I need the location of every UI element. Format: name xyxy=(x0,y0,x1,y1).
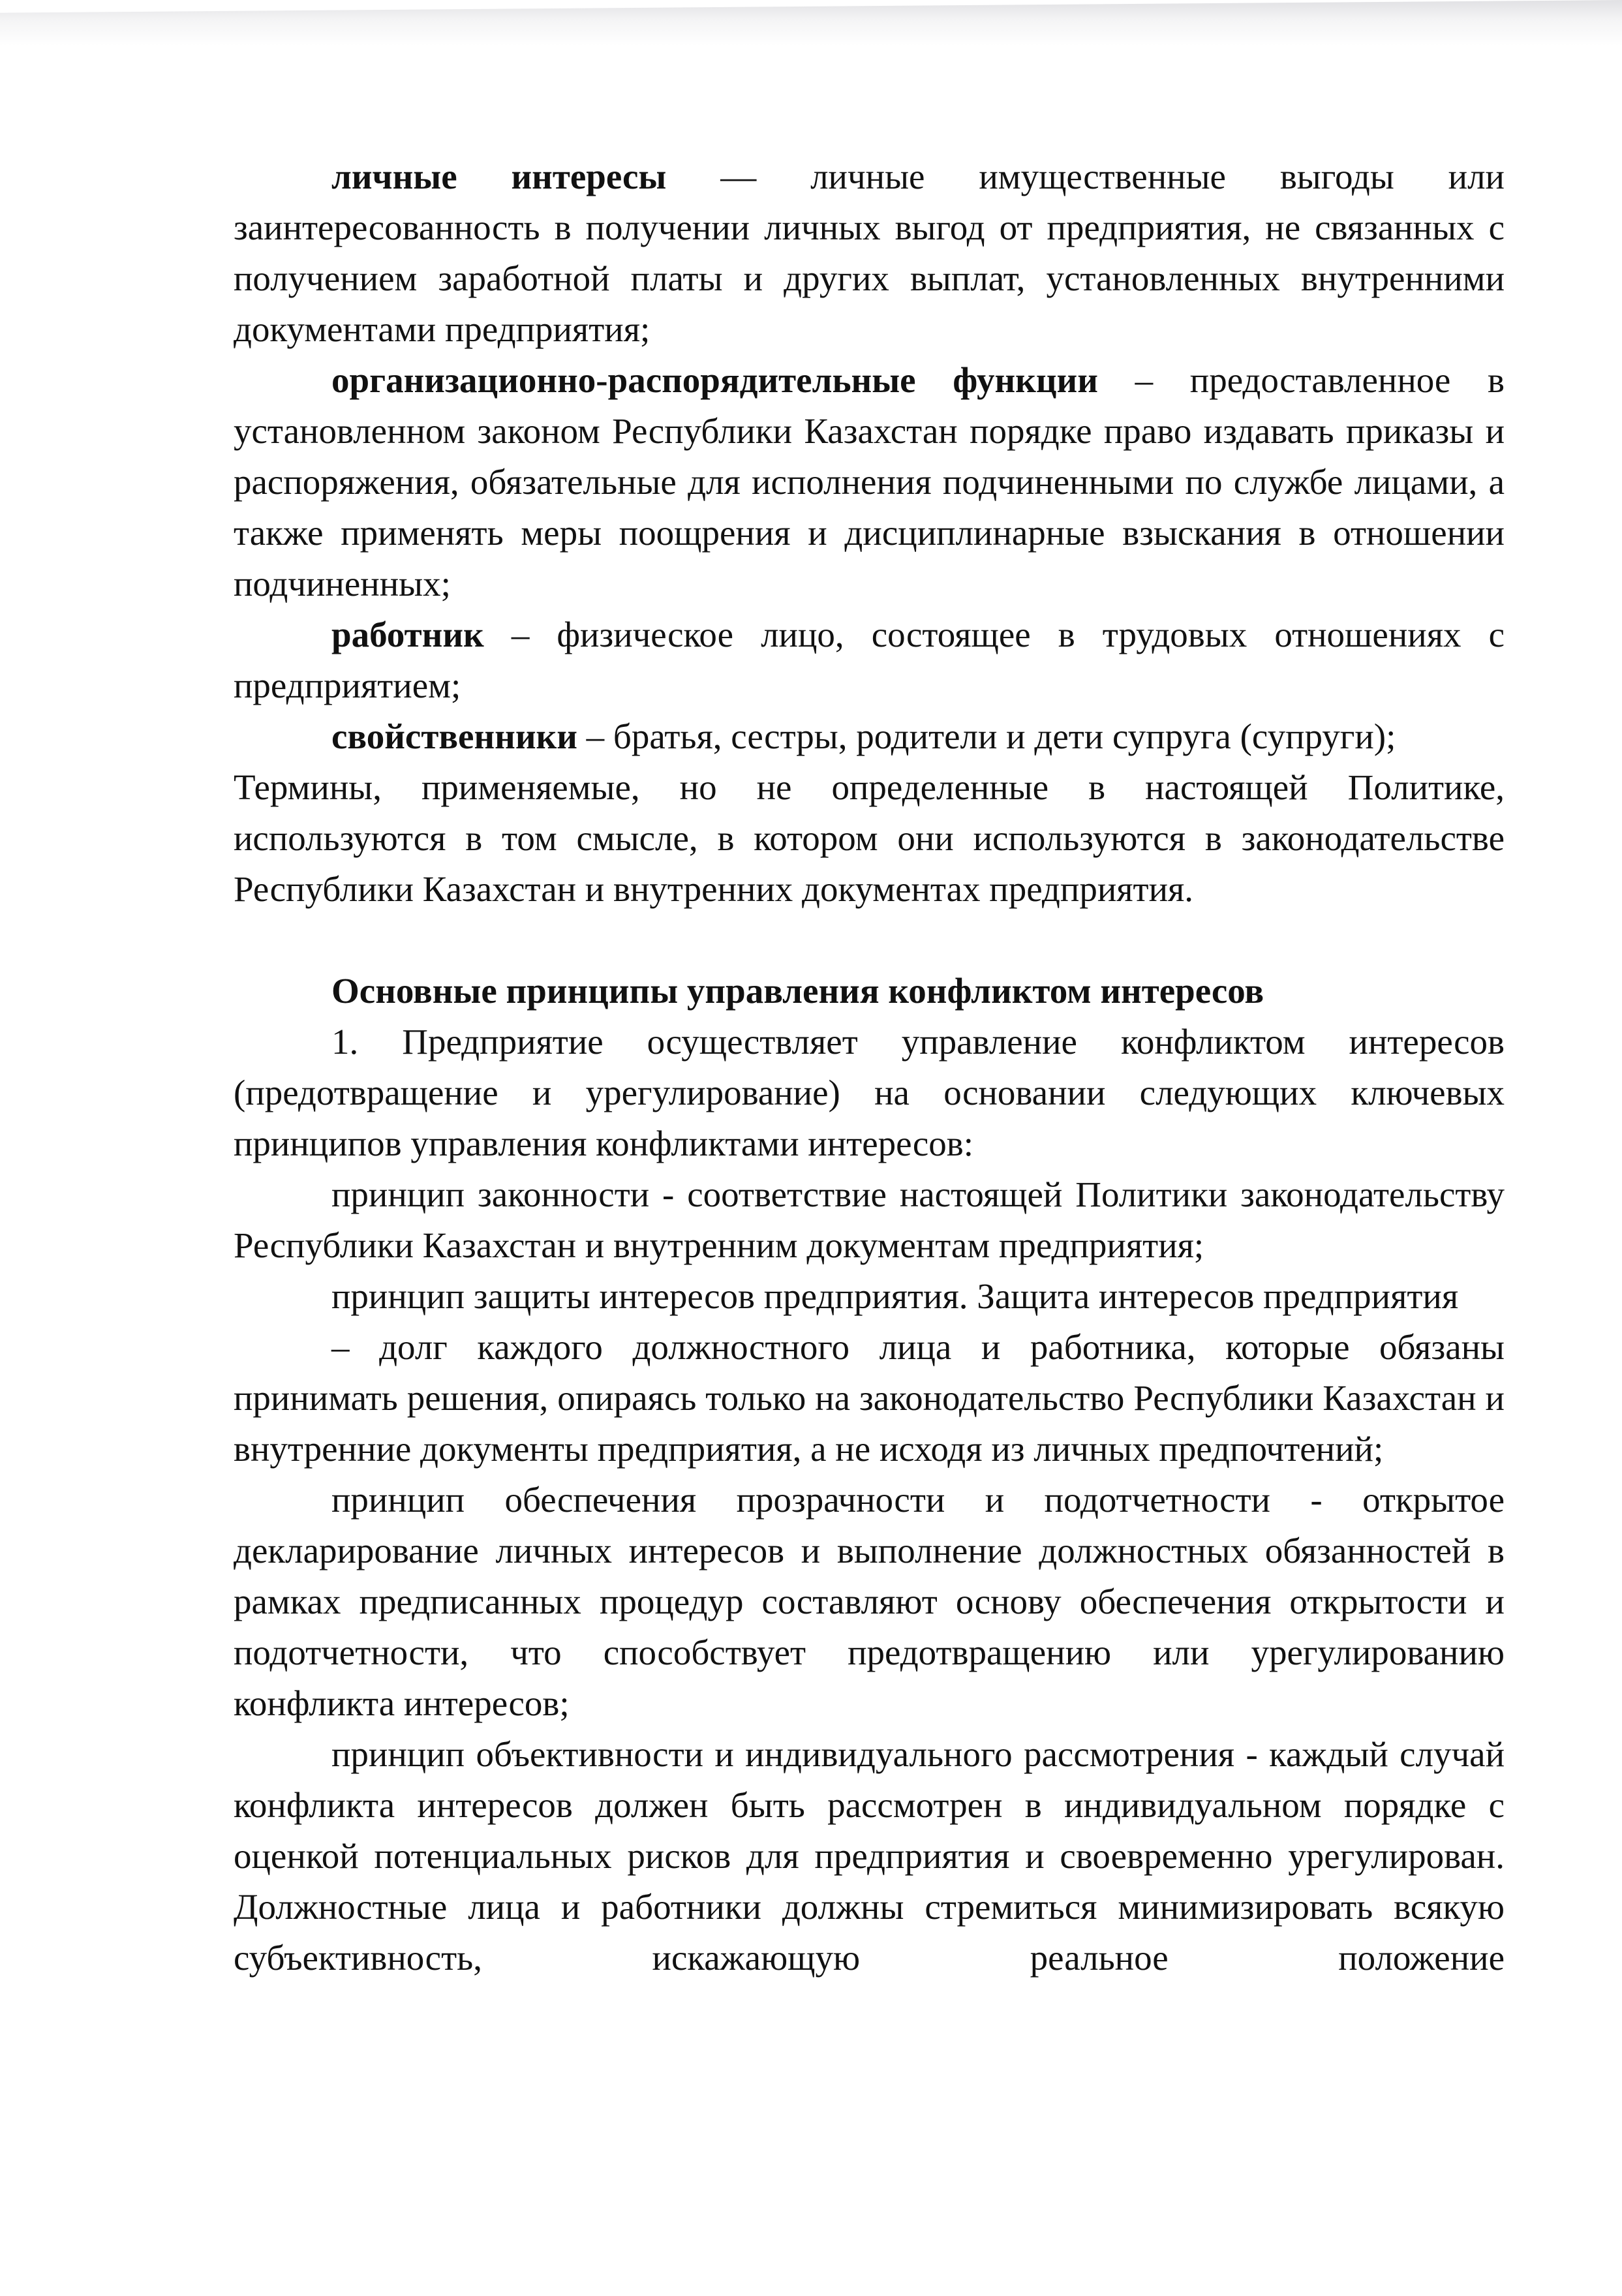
definition-administrative-functions xyxy=(234,355,1505,609)
definition-term: организационно-распорядительные функции xyxy=(331,360,1098,400)
section-heading: Основные принципы управления конфликтом интересов xyxy=(331,971,1264,1011)
scan-edge-shadow xyxy=(0,0,1622,46)
terms-note-paragraph: Термины, применяемые, но не определенные в настоящей Политике, используются в том смысле, в котором они используются в законодательстве Республики Казахстан и внутренних документах предприятия. xyxy=(234,767,1505,909)
definition-employee xyxy=(234,609,1505,711)
principle-transparency-paragraph: принцип обеспечения прозрачности и подотчетности - открытое декларирование личных интересов и выполнение должностных обязанностей в рамках предписанных процедур составляют основу обеспечения открытости и подотчетности, что способствует предотвращению или урегулированию конфликта интересов; xyxy=(234,1480,1505,1723)
definition-text: братья, сестры, родители и дети супруга (супруги); xyxy=(613,716,1396,756)
definition-term: личные интересы xyxy=(331,157,667,196)
principle-legality-paragraph: принцип законности - соответствие настоящей Политики законодательству Республики Казахстан и внутренним документам предприятия; xyxy=(234,1174,1505,1265)
definition-text: физическое лицо, состоящее в трудовых отношениях с предприятием; xyxy=(234,615,1505,705)
definition-personal-interests xyxy=(234,151,1505,355)
principle-objectivity-paragraph: принцип объективности и индивидуального рассмотрения - каждый случай конфликта интересов должен быть рассмотрен в индивидуальном порядке с оценкой потенциальных рисков для предприятия и своевременно урегулирован. Должностные лица и работники должны стремиться минимизировать всякую субъективность, искажающую реальное положение xyxy=(234,1734,1505,1978)
principle-protection-continuation: – долг каждого должностного лица и работника, которые обязаны принимать решения, опираясь только на законодательство Республики Казахстан и внутренние документы предприятия, а не исходя из личных предпочтений; xyxy=(234,1327,1505,1469)
definition-separator: – xyxy=(1097,360,1190,400)
definition-term: работник xyxy=(331,615,484,654)
principle-protection-paragraph: принцип защиты интересов предприятия. Защита интересов предприятия xyxy=(331,1276,1459,1316)
definition-in-laws xyxy=(234,711,1505,762)
definition-text: личные имущественные выгоды или заинтересованность в получении личных выгод от предприятия, не связанных с получением заработной платы и других выплат, установленных внутренними документами предприятия; xyxy=(234,157,1505,349)
definition-term: свойственники xyxy=(331,716,577,756)
definition-separator: – xyxy=(577,716,613,756)
definition-separator: — xyxy=(666,157,811,196)
principles-intro-paragraph: 1. Предприятие осуществляет управление конфликтом интересов (предотвращение и урегулирование) на основании следующих ключевых принципов управления конфликтами интересов: xyxy=(234,1022,1505,1163)
definition-separator: – xyxy=(483,615,557,654)
definition-text: предоставленное в установленном законом Республики Казахстан порядке право издавать приказы и распоряжения, обязательные для исполнения подчиненными по службе лицами, а также применять меры поощрения и дисциплинарные взыскания в отношении подчиненных; xyxy=(234,360,1505,604)
document-page xyxy=(234,151,1505,1983)
